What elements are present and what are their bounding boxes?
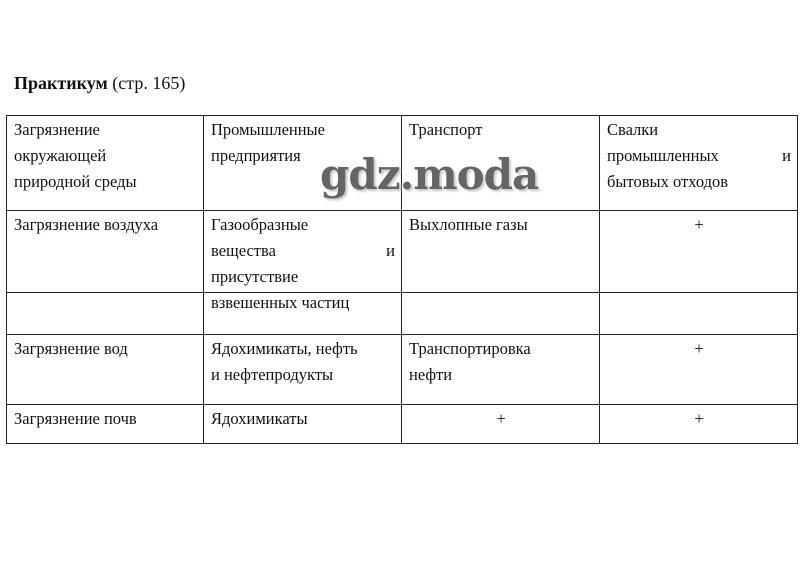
header-line: природной среды bbox=[14, 172, 137, 191]
table-row bbox=[7, 405, 798, 444]
cell-industry-water bbox=[204, 335, 402, 405]
row-label-air: Загрязнение воздуха bbox=[7, 211, 204, 293]
header-cell-transport bbox=[402, 116, 600, 211]
blank-cell bbox=[402, 293, 600, 335]
table-row bbox=[7, 211, 798, 293]
cell-line: и нефтепродукты bbox=[211, 365, 334, 384]
cell-line: нефти bbox=[409, 365, 453, 384]
cell-dumps-water: + bbox=[600, 335, 798, 405]
row-label-water: Загрязнение вод bbox=[7, 335, 204, 405]
header-line: Загрязнение bbox=[14, 120, 100, 139]
cell-line: Транспортировка bbox=[409, 339, 531, 358]
heading-page-ref: (стр. 165) bbox=[112, 73, 186, 93]
header-line: Промышленные bbox=[211, 120, 325, 139]
table-header-row bbox=[7, 116, 798, 211]
cell-line: вещества и bbox=[211, 241, 395, 260]
heading-title: Практикум bbox=[14, 73, 108, 93]
cell-transport-air: Выхлопные газы bbox=[402, 211, 600, 293]
header-cell-industry bbox=[204, 116, 402, 211]
cell-dumps-soil: + bbox=[600, 405, 798, 444]
header-line: Свалки bbox=[607, 120, 659, 139]
row-label-soil: Загрязнение почв bbox=[7, 405, 204, 444]
header-line: предприятия bbox=[211, 146, 301, 165]
blank-cell bbox=[7, 293, 204, 335]
cell-industry-soil: Ядохимикаты bbox=[204, 405, 402, 444]
page-heading bbox=[14, 72, 185, 94]
cell-line: присутствие bbox=[211, 267, 299, 286]
watermark: gdz.moda bbox=[320, 150, 539, 199]
pollution-table bbox=[6, 115, 798, 444]
header-line: окружающей bbox=[14, 146, 107, 165]
blank-cell bbox=[600, 293, 798, 335]
cell-transport-soil: + bbox=[402, 405, 600, 444]
table-row-continuation bbox=[7, 293, 798, 335]
header-cell-pollution bbox=[7, 116, 204, 211]
cell-industry-air bbox=[204, 211, 402, 293]
header-line: промышленных и bbox=[607, 146, 791, 165]
header-line: бытовых отходов bbox=[607, 172, 729, 191]
table-row bbox=[7, 335, 798, 405]
cell-line: Ядохимикаты, нефть bbox=[211, 339, 358, 358]
cell-industry-air-continued: взвешенных частиц bbox=[204, 293, 402, 335]
header-cell-dumps bbox=[600, 116, 798, 211]
cell-line: Газообразные bbox=[211, 215, 309, 234]
cell-dumps-air: + bbox=[600, 211, 798, 293]
header-line: Транспорт bbox=[409, 120, 483, 139]
cell-transport-water bbox=[402, 335, 600, 405]
